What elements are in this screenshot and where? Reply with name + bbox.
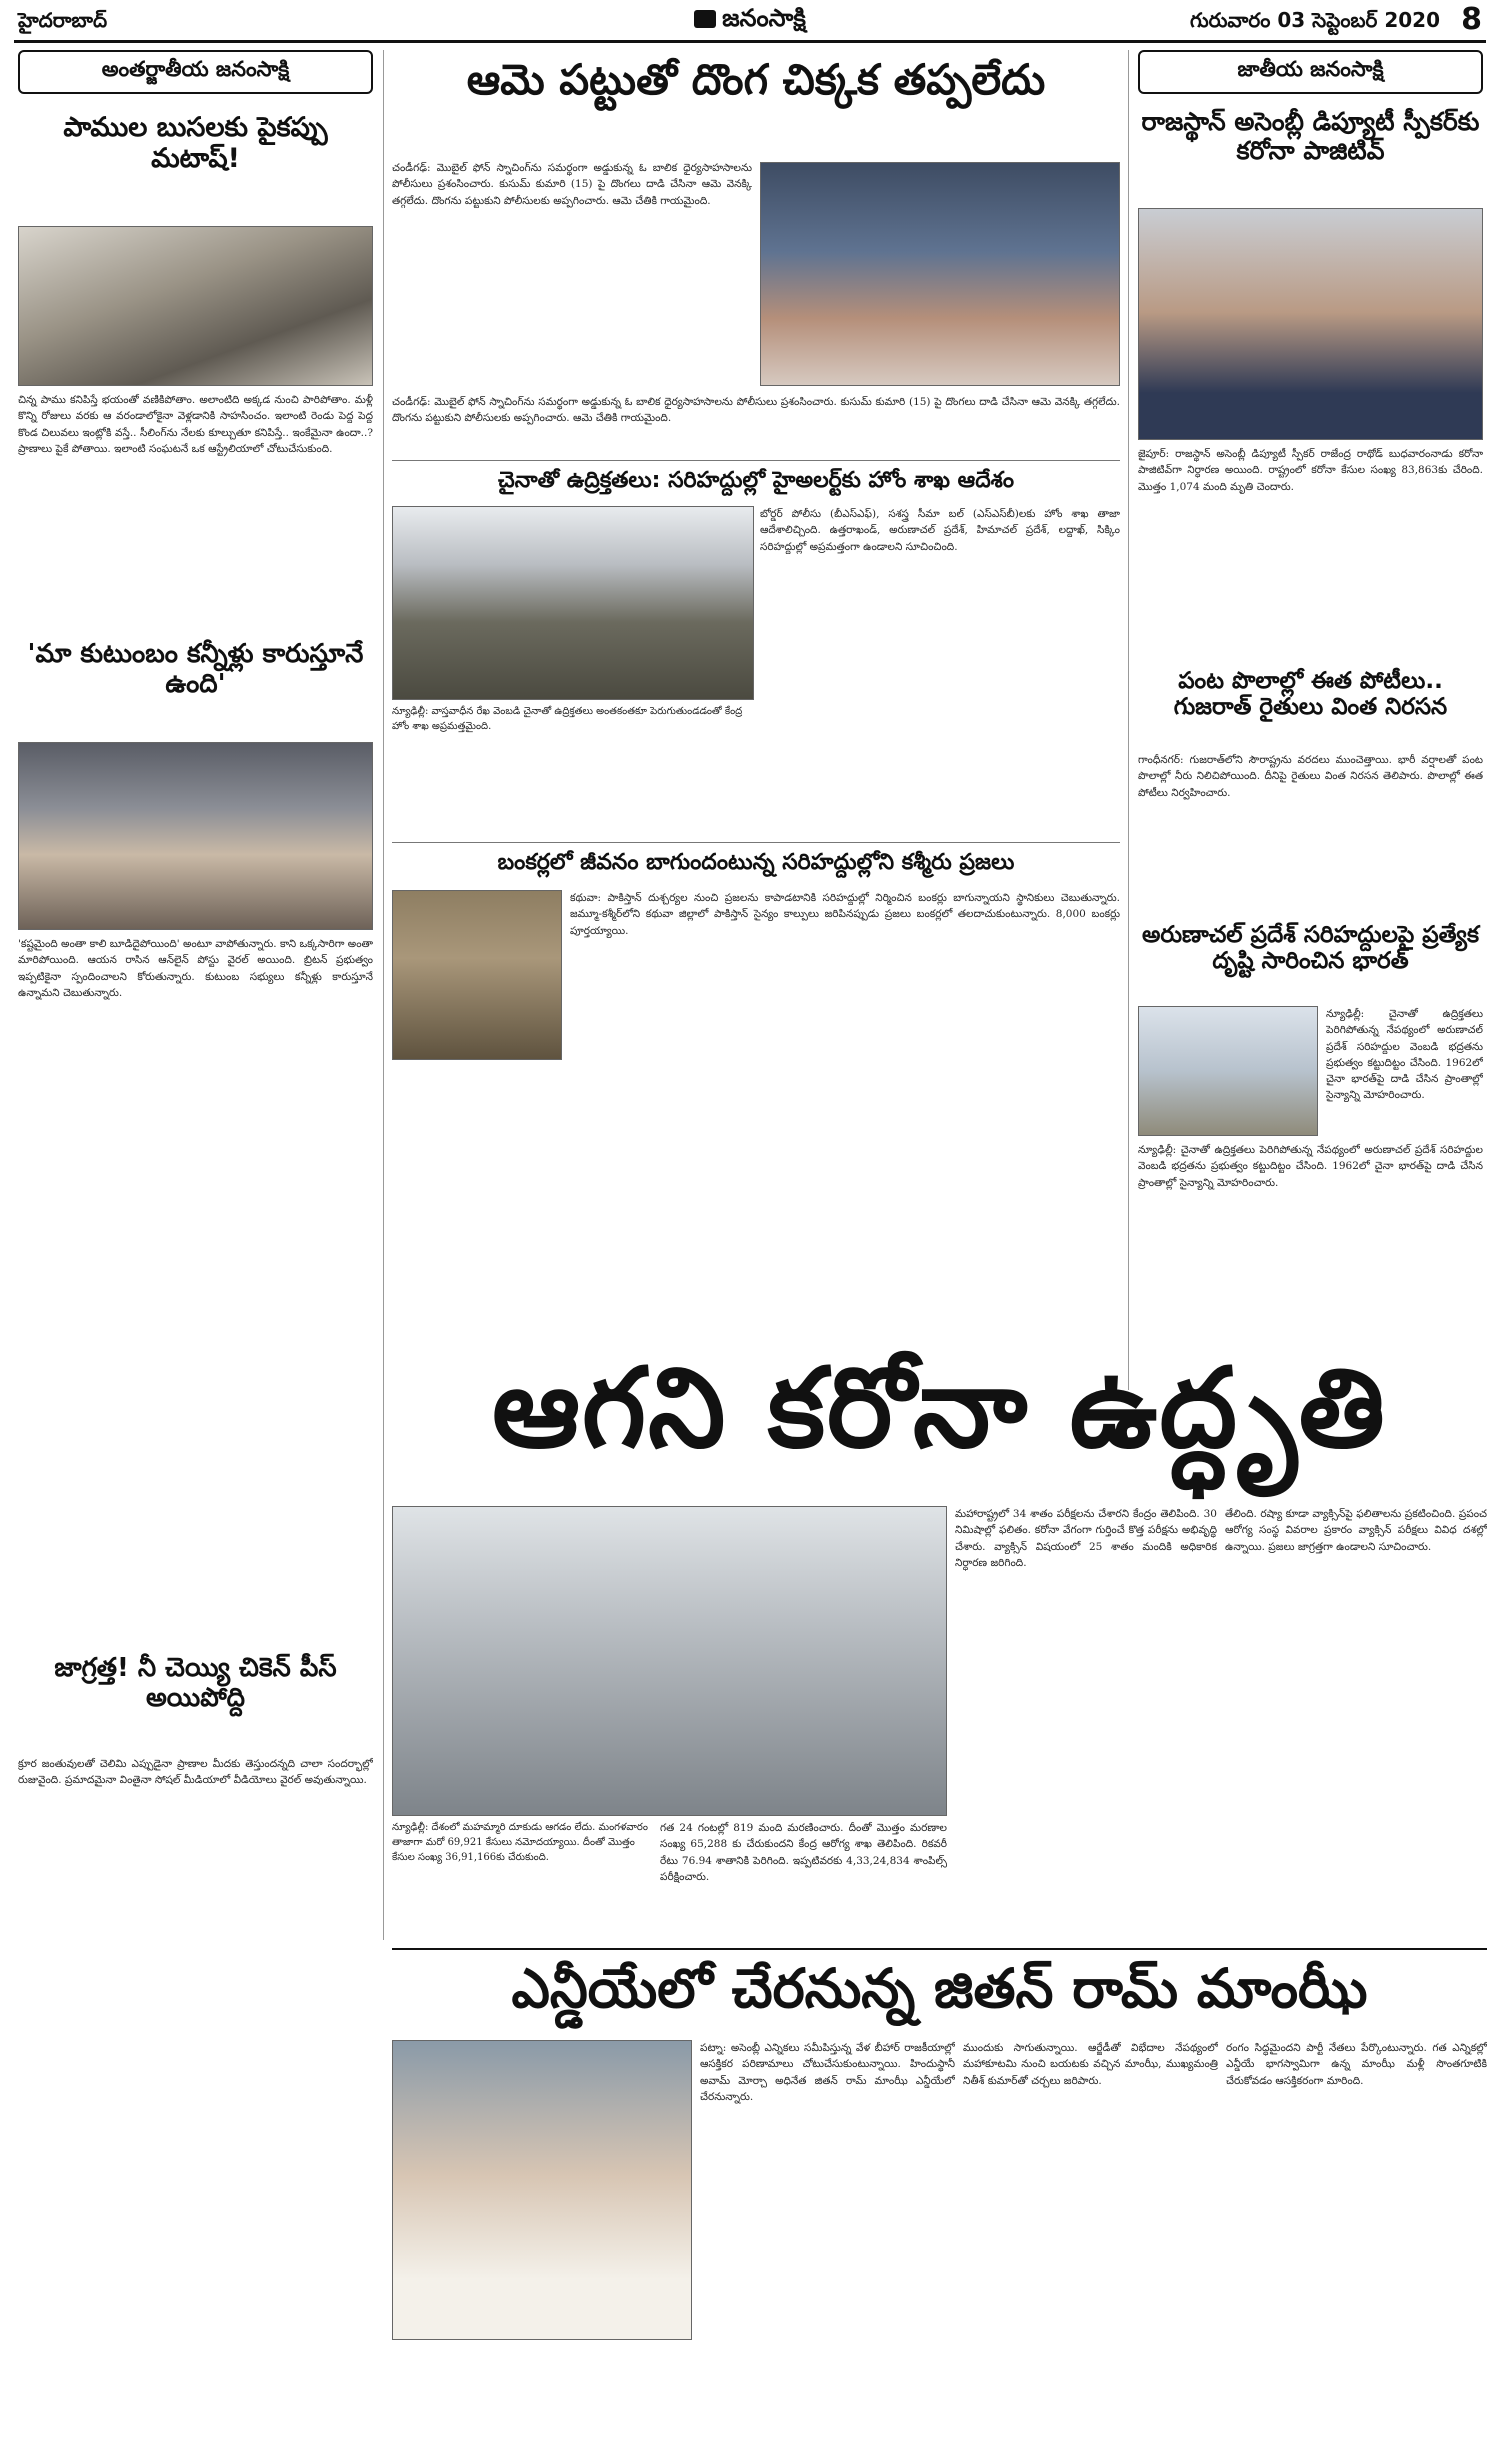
bunker-body: కథువా: పాకిస్తాన్ దుశ్చర్యల నుంచి ప్రజలను కాపాడటానికి సరిహద్దుల్లో నిర్మించిన బంకర్లు బాగున్నాయని స్థానికులు చెబుతున్నారు. జమ్మూ-కశ్మీర్‌లోని కథువా జిల్లాలో పాకిస్తాన్ సైన్యం కాల్పులు జరిపినప్పుడు ప్రజలు బంకర్లలో తలదాచుకుంటున్నారు. 8,000 బంకర్లు పూర్తయ్యాయి. bbox=[570, 892, 1120, 937]
chicken-body: క్రూర జంతువులతో చెలిమి ఎప్పుడైనా ప్రాణాల మీదకు తెస్తుందన్నది చాలా సందర్భాల్లో రుజువైంది. ప్రమాదమైనా వింతైనా సోషల్ మీడియాలో వీడియోలు వైరల్ అవుతున్నాయి. bbox=[18, 1758, 373, 1787]
corona-bottom-rule bbox=[392, 1948, 1487, 1950]
gujarat-body: గాంధీనగర్: గుజరాత్‌లోని సౌరాష్ట్రను వరదలు ముంచెత్తాయి. భారీ వర్షాలతో పంట పొలాల్లో నీరు నిలిచిపోయింది. దీనిపై రైతులు వింత నిరసన తెలిపారు. పొలాల్లో ఈత పోటీలు నిర్వహించారు. bbox=[1138, 754, 1483, 799]
alert-caption: న్యూఢిల్లీ: వాస్తవాధీన రేఖ వెంబడి చైనాతో ఉద్రిక్తతలు అంతకంతకూ పెరుగుతుండడంతో కేంద్ర హోం శాఖ అప్రమత్తమైంది. bbox=[392, 706, 743, 732]
crowd-photo bbox=[18, 742, 373, 930]
girl-story-body: చండీగఢ్: మొబైల్ ఫోన్ స్నాచింగ్‌ను సమర్థంగా అడ్డుకున్న ఓ బాలిక ధైర్యసాహసాలను పోలీసులు ప్రశంసించారు. కుసుమ్ కుమారి (15) పై దొంగలు దాడి చేసినా ఆమె వెనక్కి తగ్గలేదు. దొంగను పట్టుకుని పోలీసులకు అప్పగించారు. ఆమె చేతికి గాయమైంది. bbox=[392, 162, 752, 207]
paper-logo-icon bbox=[694, 10, 716, 28]
corona-col3: తేలింది. రష్యా కూడా వ్యాక్సిన్‌పై ఫలితాలను ప్రకటించింది. ప్రపంచ ఆరోగ్య సంస్థ వివరాల ప్రకారం వ్యాక్సిన్ పరీక్షలు వివిధ దశల్లో ఉన్నాయి. ప్రజలు జాగ్రత్తగా ఉండాలని సూచించారు. bbox=[1225, 1508, 1487, 1553]
masthead-rule bbox=[14, 40, 1486, 43]
gujarat-headline: పంట పొలాల్లో ఈత పోటీలు.. గుజరాత్ రైతులు వింత నిరసన bbox=[1173, 668, 1448, 721]
arunachal-body: న్యూఢిల్లీ: చైనాతో ఉద్రిక్తతలు పెరిగిపోతున్న నేపథ్యంలో అరుణాచల్ ప్రదేశ్ సరిహద్దుల వెంబడి భద్రతను ప్రభుత్వం కట్టుదిట్టం చేసింది. 1962లో చైనా భారత్‌పై దాడి చేసిన ప్రాంతాల్లో సైన్యాన్ని మోహరించారు. bbox=[1326, 1008, 1483, 1102]
manjhi-col3: రంగం సిద్ధమైందని పార్టీ నేతలు పేర్కొంటున్నారు. గత ఎన్నికల్లో ఎన్డీయే భాగస్వామిగా ఉన్న మాంఝీ మళ్లీ సొంతగూటికి చేరుకోవడం ఆసక్తికరంగా మారింది. bbox=[1226, 2042, 1487, 2087]
bunker-photo bbox=[392, 890, 562, 1060]
page-number: 8 bbox=[1461, 2, 1482, 37]
rajasthan-headline: రాజస్థాన్ అసెంబ్లీ డిప్యూటీ స్పీకర్‌కు కరోనా పాజిటివ్ bbox=[1141, 107, 1480, 165]
girl-photo bbox=[760, 162, 1120, 386]
corona-col1: గత 24 గంటల్లో 819 మంది మరణించారు. దీంతో మొత్తం మరణాల సంఖ్య 65,288 కు చేరుకుందని కేంద్ర ఆరోగ్య శాఖ తెలిపింది. రికవరీ రేటు 76.94 శాతానికి పెరిగింది. ఇప్పటివరకు 4,33,24,834 శాంపిల్స్ పరీక్షించారు. bbox=[660, 1822, 947, 1883]
alert-headline: చైనాతో ఉద్రిక్తతలు: సరిహద్దుల్లో హైఅలర్ట్‌కు హోం శాఖ ఆదేశం bbox=[498, 468, 1014, 493]
manjhi-photo bbox=[392, 2040, 692, 2340]
army-photo bbox=[392, 506, 754, 700]
arunachal-body-continued: న్యూఢిల్లీ: చైనాతో ఉద్రిక్తతలు పెరిగిపోతున్న నేపథ్యంలో అరుణాచల్ ప్రదేశ్ సరిహద్దుల వెంబడి భద్రతను ప్రభుత్వం కట్టుదిట్టం చేసింది. 1962లో చైనా భారత్‌పై దాడి చేసిన ప్రాంతాల్లో సైన్యాన్ని మోహరించారు. bbox=[1138, 1144, 1483, 1189]
section-tab-international: అంతర్జాతీయ జనంసాక్షి bbox=[18, 50, 373, 94]
column-divider-right bbox=[1128, 50, 1129, 1390]
corona-col2: మహారాష్ట్రలో 34 శాతం పరీక్షలను చేశారని కేంద్రం తెలిపింది. 30 నిమిషాల్లో ఫలితం. కరోనా వేగంగా గుర్తించే కొత్త పరీక్షను అభివృద్ధి చేశారు. వ్యాక్సిన్ విషయంలో 25 శాతం మందికి అధికారిక నిర్ధారణ జరిగింది. bbox=[955, 1508, 1217, 1569]
story-divider bbox=[392, 460, 1120, 461]
snake-body: చిన్న పాము కనిపిస్తే భయంతో వణికిపోతాం. అలాంటిది అక్కడ నుంచి పారిపోతాం. మళ్లీ కొన్ని రోజులు వరకు ఆ వరండాలోకైనా వెళ్లడానికి సాహసించం. ఇలాంటి రెండు పెద్ద పెద్ద కొండ చిలువలు ఇంట్లోకి వస్తే.. సీలింగ్‌ను నేలకు కూల్చుతూ కనిపిస్తే.. ఇంకేమైనా ఉందా..? ప్రాణాలు పైకే పోతాయి. ఇలాంటి సంఘటనే ఒక ఆస్ట్రేలియాలో చోటుచేసుకుంది. bbox=[18, 394, 373, 455]
girl-story-body-continued: చండీగఢ్: మొబైల్ ఫోన్ స్నాచింగ్‌ను సమర్థంగా అడ్డుకున్న ఓ బాలిక ధైర్యసాహసాలను పోలీసులు ప్రశంసించారు. కుసుమ్ కుమారి (15) పై దొంగలు దాడి చేసినా ఆమె వెనక్కి తగ్గలేదు. దొంగను పట్టుకుని పోలీసులకు అప్పగించారు. ఆమె చేతికి గాయమైంది. bbox=[392, 396, 1120, 425]
arunachal-headline: అరుణాచల్ ప్రదేశ్ సరిహద్దులపై ప్రత్యేక దృష్టి సారించిన భారత్ bbox=[1142, 922, 1479, 975]
alert-body: బోర్డర్ పోలీసు (బీఎస్ఎఫ్), సశస్త్ర సీమా బల్ (ఎస్ఎస్‌బీ)లకు హోం శాఖ తాజా ఆదేశాలిచ్చింది. ఉత్తరాఖండ్, అరుణాచల్ ప్రదేశ్, హిమాచల్ ప్రదేశ్, లద్దాఖ్, సిక్కిం సరిహద్దుల్లో అప్రమత్తంగా ఉండాలని సూచించింది. bbox=[760, 508, 1120, 553]
border-post-photo bbox=[1138, 1006, 1318, 1136]
girl-story-headline: ఆమె పట్టుతో దొంగ చిక్కక తప్పలేదు bbox=[466, 55, 1046, 104]
corona-headline: ఆగని కరోనా ఉద్ధృతి bbox=[492, 1344, 1387, 1472]
snake-photo bbox=[18, 226, 373, 386]
family-body: 'కష్టమైంది అంతా కాలి బూడిదైపోయింది' అంటూ వాపోతున్నారు. కాని ఒక్కసారిగా అంతా మారిపోయింది. ఆయన రాసిన ఆన్‌లైన్ పోస్టు వైరల్ అయింది. బ్రిటన్ ప్రభుత్వం ఇప్పటికైనా స్పందించాలని కోరుతున్నారు. కుటుంబ సభ్యులు కన్నీళ్లు కారుస్తూనే ఉన్నామని చెబుతున్నారు. bbox=[18, 938, 373, 999]
manjhi-headline: ఎన్డీయేలో చేరనున్న జితన్ రామ్ మాంఝీ bbox=[511, 1957, 1368, 2020]
column-divider-left bbox=[383, 50, 384, 1940]
deputy-speaker-photo bbox=[1138, 208, 1483, 440]
corona-caption: న్యూఢిల్లీ: దేశంలో మహమ్మారి దూకుడు ఆగడం లేదు. మంగళవారం తాజాగా మరో 69,921 కేసులు నమోదయ్యాయి. దీంతో మొత్తం కేసుల సంఖ్య 36,91,166కు చేరుకుంది. bbox=[392, 1822, 648, 1863]
story-divider-2 bbox=[392, 842, 1120, 843]
rajasthan-body: జైపూర్: రాజస్థాన్ అసెంబ్లీ డిప్యూటీ స్పీకర్ రాజేంద్ర రాథోడ్ బుధవారంనాడు కరోనా పాజిటివ్‌గా నిర్ధారణ అయింది. రాష్ట్రంలో కరోనా కేసుల సంఖ్య 83,863కు చేరింది. మొత్తం 1,074 మంది మృతి చెందారు. bbox=[1138, 448, 1483, 493]
section-tab-national: జాతీయ జనంసాక్షి bbox=[1138, 50, 1483, 94]
masthead-date: గురువారం 03 సెప్టెంబర్ 2020 bbox=[1190, 8, 1440, 32]
masthead-city: హైదరాబాద్ bbox=[18, 8, 108, 32]
manjhi-col2: ముందుకు సాగుతున్నాయి. ఆర్జేడీతో విభేదాల నేపథ్యంలో మహాకూటమి నుంచి బయటకు వచ్చిన మాంఝీ, ముఖ్యమంత్రి నితీశ్ కుమార్‌తో చర్చలు జరిపారు. bbox=[963, 2042, 1218, 2087]
chicken-headline: జాగ్రత్త! నీ చెయ్యి చికెన్ పీస్ అయిపోద్ది bbox=[54, 1653, 337, 1713]
bunker-headline: బంకర్లలో జీవనం బాగుందంటున్న సరిహద్దుల్లోని కశ్మీరు ప్రజలు bbox=[497, 850, 1015, 875]
lab-test-photo bbox=[392, 1506, 947, 1816]
masthead-paper-name: జనంసాక్షి bbox=[0, 4, 1500, 38]
snake-headline: పాముల బుసలకు పైకప్పు మటాష్! bbox=[63, 112, 328, 175]
manjhi-col1: పట్నా: అసెంబ్లీ ఎన్నికలు సమీపిస్తున్న వేళ బీహార్ రాజకీయాల్లో ఆసక్తికర పరిణామాలు చోటుచేసుకుంటున్నాయి. హిందుస్థానీ అవామ్ మోర్చా అధినేత జితన్ రామ్ మాంఝీ ఎన్డీయేలో చేరనున్నారు. bbox=[700, 2042, 955, 2103]
family-headline: 'మా కుటుంబం కన్నీళ్లు కారుస్తూనే ఉంది' bbox=[27, 639, 364, 699]
